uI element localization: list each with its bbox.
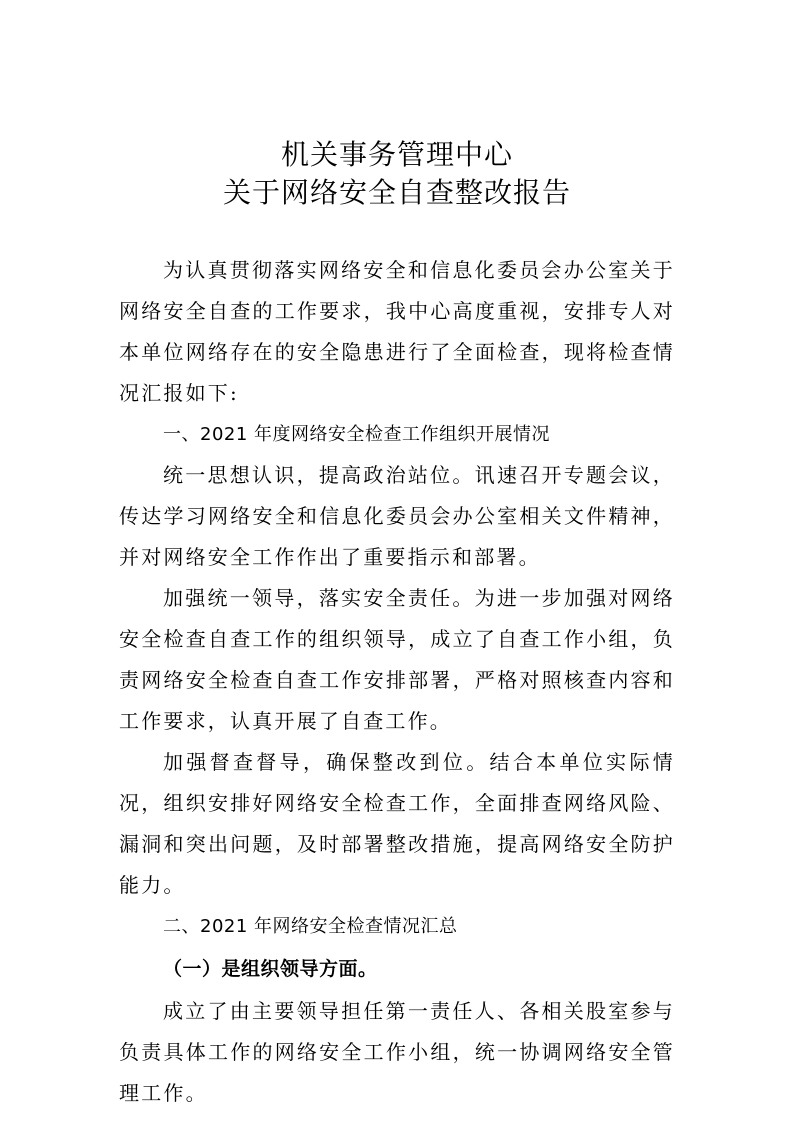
section-1-paragraph-3: 加强督查督导，确保整改到位。结合本单位实际情况，组织安排好网络安全检查工作，全面排查网络风险、漏洞和突出问题，及时部署整改措施，提高网络安全防护能力。 [119, 750, 675, 897]
section-1-paragraph-1: 统一思想认识，提高政治站位。讯速召开专题会议，传达学习网络安全和信息化委员会办公室相关文件精神，并对网络安全工作作出了重要指示和部署。 [119, 463, 675, 569]
title-block [0, 136, 794, 212]
intro-paragraph: 为认真贯彻落实网络安全和信息化委员会办公室关于网络安全自查的工作要求，我中心高度重视，安排专人对本单位网络存在的安全隐患进行了全面检查，现将检查情况汇报如下: [119, 258, 675, 405]
section-2-subheading-1: （一）是组织领导方面。 [163, 958, 378, 980]
section-1-heading: 一、2021 年度网络安全检查工作组织开展情况 [163, 424, 551, 445]
document-title-line-2: 关于网络安全自查整改报告 [222, 176, 571, 209]
document-body [119, 250, 675, 1114]
section-2-heading: 二、2021 年网络安全检查情况汇总 [163, 916, 458, 937]
section-2-paragraph-1: 成立了由主要领导担任第一责任人、各相关股室参与负责具体工作的网络安全工作小组，统一协调网络安全管理工作。 [119, 999, 675, 1105]
document-title-line-1: 机关事务管理中心 [280, 138, 513, 171]
section-1-paragraph-2: 加强统一领导，落实安全责任。为进一步加强对网络安全检查自查工作的组织领导，成立了自查工作小组，负责网络安全检查自查工作安排部署，严格对照核查内容和工作要求，认真开展了自查工作。 [119, 586, 675, 733]
